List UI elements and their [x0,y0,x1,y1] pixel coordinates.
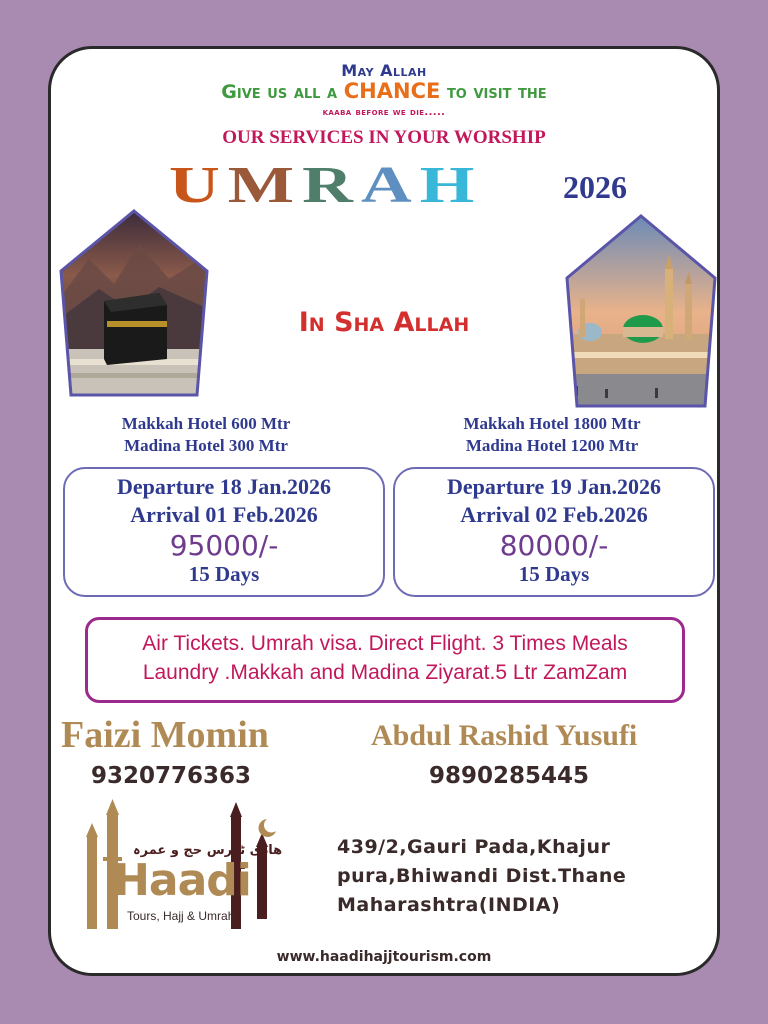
chance-word: CHANCE [343,79,441,103]
umrah-letter: H [419,157,483,214]
umrah-letter: A [360,157,420,214]
package-2-hotels [427,413,677,457]
kaaba-line: kaaba before we die..... [322,107,446,118]
prayer-line [51,79,717,103]
services-heading: OUR SERVICES IN YOUR WORSHIP [222,127,546,148]
contact-phone-1: 9320776363 [91,763,252,789]
package-duration: 15 Days [518,562,590,586]
contact-name-2: Abdul Rashid Yusufi [371,719,638,752]
hotel-makkah: Makkah Hotel 1800 Mtr [463,414,641,433]
umrah-letter: U [169,157,228,214]
umrah-letter: M [227,157,303,214]
services-line-2: Laundry .Makkah and Madina Ziyarat.5 Ltr ZamZam [142,661,628,684]
haadi-logo [81,797,291,937]
package-2-box [393,467,715,597]
package-price: 95000/- [169,529,279,562]
services-included-box [85,617,685,703]
services-line-1: Air Tickets. Umrah visa. Direct Flight. 3 Times Meals [142,632,628,655]
package-1-hotels [81,413,331,457]
departure-date: Departure 18 Jan.2026 [116,474,332,499]
address-line-2: pura,Bhiwandi Dist.Thane [337,865,627,887]
in-sha-allah-text: In Sha Allah [298,307,470,338]
package-duration: 15 Days [188,562,260,586]
arrival-date: Arrival 01 Feb.2026 [130,502,318,527]
office-address [337,833,626,920]
kaaba-photo [59,209,209,399]
hotel-makkah: Makkah Hotel 600 Mtr [121,414,291,433]
package-1-box [63,467,385,597]
package-price: 80000/- [499,529,609,562]
contact-name-1: Faizi Momin [61,714,269,756]
hotel-madina: Madina Hotel 1200 Mtr [465,436,639,455]
may-allah-text: May Allah [341,61,427,80]
prayer-pre: Give us all a [221,81,344,103]
logo-tagline-text: Tours, Hajj & Umrah [127,909,235,923]
umrah-title [51,157,723,214]
umrah-year: 2026 [563,169,627,205]
address-line-1: 439/2,Gauri Pada,Khajur [337,836,611,858]
prayer-post: to visit the [440,81,547,103]
website-link[interactable]: www.haadihajjtourism.com [276,949,492,965]
umrah-letter: R [302,157,361,214]
hotel-madina: Madina Hotel 300 Mtr [124,436,288,455]
umrah-word [169,157,483,214]
flyer-card [48,46,720,976]
logo-brand-text: Haadi [113,855,251,906]
address-line-3: Maharashtra(INDIA) [337,894,561,916]
departure-date: Departure 19 Jan.2026 [446,474,662,499]
contact-phone-2: 9890285445 [429,763,590,789]
logo-arabic-text: هادی ٹورس حج و عمرہ [133,843,283,858]
arrival-date: Arrival 02 Feb.2026 [460,502,648,527]
